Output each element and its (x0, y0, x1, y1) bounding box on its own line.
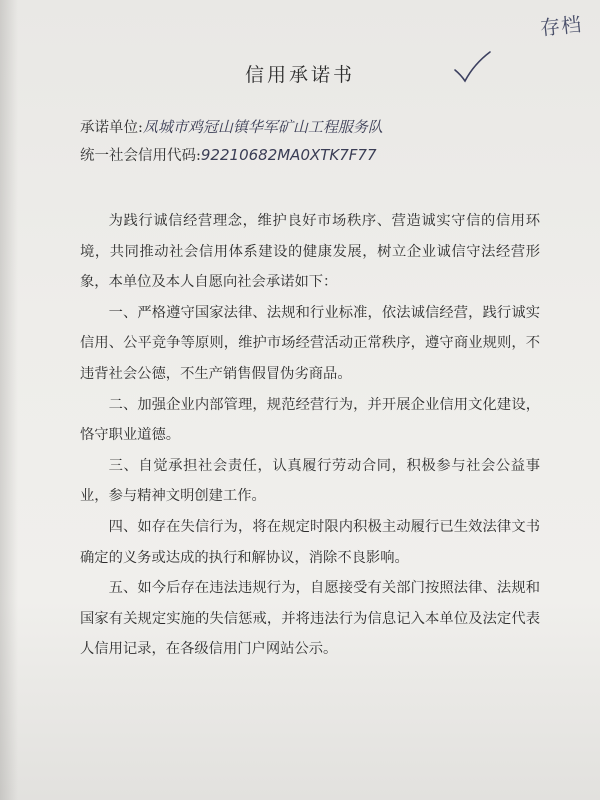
commitment-body (80, 206, 540, 665)
intro-paragraph: 为践行诚信经营理念，维护良好市场秩序、营造诚实守信的信用环境，共同推动社会信用体系建设的健康发展，树立企业诚信守法经营形象，本单位及本人自愿向社会承诺如下： (80, 213, 540, 291)
credit-code-value: 92210682MA0XTK7F77 (200, 146, 377, 164)
credit-code-label: 统一社会信用代码: (80, 148, 201, 164)
commitment-item-1: 一、严格遵守国家法律、法规和行业标准，依法诚信经营，践行诚实信用、公平竞争等原则，维护市场经营活动正常秩序，遵守商业规则，不违背社会公德，不生产销售假冒伪劣商品。 (80, 304, 540, 382)
unit-value: 凤城市鸡冠山镇华军矿山工程服务队 (142, 118, 383, 136)
handwritten-corner-mark: 存档 (539, 11, 584, 41)
unit-row (80, 116, 383, 137)
commitment-item-4: 四、如存在失信行为，将在规定时限内积极主动履行已生效法律文书确定的义务或达成的执行和解协议，消除不良影响。 (80, 518, 540, 566)
commitment-item-5: 五、如今后存在违法违规行为，自愿接受有关部门按照法律、法规和国家有关规定实施的失信惩戒，并将违法行为信息记入本单位及法定代表人信用记录，在各级信用门户网站公示。 (80, 580, 540, 658)
unit-label: 承诺单位: (80, 120, 143, 136)
page-shadow (0, 0, 18, 800)
commitment-item-3: 三、自觉承担社会责任，认真履行劳动合同，积极参与社会公益事业，参与精神文明创建工作。 (80, 457, 540, 505)
commitment-item-2: 二、加强企业内部管理，规范经营行为，并开展企业信用文化建设，恪守职业道德。 (80, 396, 540, 444)
credit-code-row (80, 144, 377, 165)
page-title: 信用承诺书 (244, 64, 355, 86)
